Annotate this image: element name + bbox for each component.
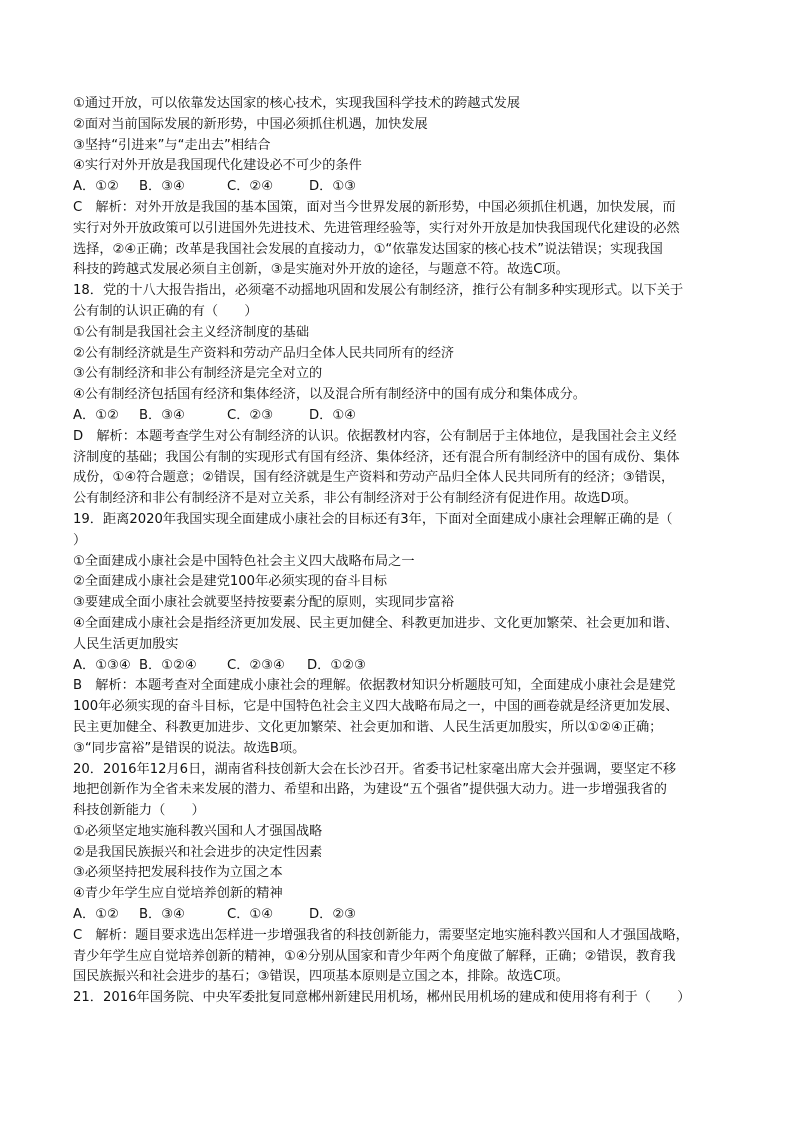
q20-analysis-1: C 解析：题目要求选出怎样进一步增强我省的科技创新能力，需要坚定地实施科教兴国和人才强国战略， xyxy=(73,927,689,943)
q18-option-d: D．①④ xyxy=(309,407,356,423)
q19-option-d: D．①②③ xyxy=(307,657,366,673)
q18-analysis-2: 济制度的基础；我国公有制的实现形式有国有经济、集体经济，还有混合所有制经济中的国有成份、集体 xyxy=(73,449,680,465)
q18-item-1: ①公有制是我国社会主义经济制度的基础 xyxy=(73,324,310,340)
q19-options xyxy=(73,656,723,677)
q19-analysis-2: 100年必须实现的奋斗目标，它是中国特色社会主义四大战略布局之一，中国的画卷就是经济更加发展、 xyxy=(73,699,679,715)
q17-item-3: ③坚持“引进来”与“走出去”相结合 xyxy=(73,137,271,153)
q20-option-a: A．①② xyxy=(73,907,119,923)
q18-option-c: C．②③ xyxy=(227,407,274,423)
q19-option-c: C．②③④ xyxy=(227,657,285,673)
q20-analysis-2: 青少年学生应自觉培养创新的精神，①④分别从国家和青少年两个角度做了解释，正确；②错误，教育我 xyxy=(73,948,676,964)
q19-item-4: ④全面建成小康社会是指经济更加发展、民主更加健全、科教更加进步、文化更加繁荣、社会更加和谐、 xyxy=(73,615,679,631)
q20-options xyxy=(73,905,723,926)
q19-analysis-3: 民主更加健全、科教更加进步、文化更加繁荣、社会更加和谐、人民生活更加殷实，所以①②④正确； xyxy=(73,719,663,735)
q19-item-3: ③要建成全面小康社会就要坚持按要素分配的原则，实现同步富裕 xyxy=(73,595,455,611)
q17-item-4: ④实行对外开放是我国现代化建设必不可少的条件 xyxy=(73,158,362,174)
q18-item-3: ③公有制经济和非公有制经济是完全对立的 xyxy=(73,366,323,382)
q17-analysis-3: 选择，②④正确；改革是我国社会发展的直接动力，①“依靠发达国家的核心技术”说法错误；实现我国 xyxy=(73,241,663,257)
q20-item-2: ②是我国民族振兴和社会进步的决定性因素 xyxy=(73,844,323,860)
q19-analysis-4: ③“同步富裕”是错误的说法。故选B项。 xyxy=(73,740,306,756)
q21-stem-1: 21．2016年国务院、中央军委批复同意郴州新建民用机场，郴州民用机场的建成和使用将有利于（ ） xyxy=(73,990,691,1006)
document-page xyxy=(73,94,723,1009)
q17-analysis-4: 科技的跨越式发展必须自主创新，③是实施对外开放的途径，与题意不符。故选C项。 xyxy=(73,262,569,278)
q19-item-2: ②全面建成小康社会是建党100年必须实现的奋斗目标 xyxy=(73,574,387,590)
q18-stem-2: 公有制的认识正确的有（ ） xyxy=(73,303,258,319)
q19-stem-1: 19．距离2020年我国实现全面建成小康社会的目标还有3年，下面对全面建成小康社会理解正确的是（ xyxy=(73,511,673,527)
q17-item-2: ②面对当前国际发展的新形势，中国必须抓住机遇，加快发展 xyxy=(73,116,428,132)
q18-option-a: A．①② xyxy=(73,407,119,423)
q20-stem-1: 20．2016年12月6日，湖南省科技创新大会在长沙召开。省委书记杜家毫出席大会并强调，要坚定不移 xyxy=(73,761,677,777)
q19-item-4-cont: 人民生活更加殷实 xyxy=(73,636,179,652)
q18-analysis-3: 成份，①④符合题意；②错误，国有经济就是生产资料和劳动产品归全体人民共同所有的经济；③错误， xyxy=(73,470,675,486)
q19-stem-2: ） xyxy=(73,532,87,548)
q19-option-a: A．①③④ xyxy=(73,657,131,673)
q18-item-2: ②公有制经济就是生产资料和劳动产品归全体人民共同所有的经济 xyxy=(73,345,455,361)
q18-stem-1: 18．党的十八大报告指出，必须毫不动摇地巩固和发展公有制经济，推行公有制多种实现形式。以下关于 xyxy=(73,283,684,299)
q19-item-1: ①全面建成小康社会是中国特色社会主义四大战略布局之一 xyxy=(73,553,415,569)
q20-option-b: B．③④ xyxy=(139,907,185,923)
q20-item-1: ①必须坚定地实施科教兴国和人才强国战略 xyxy=(73,823,323,839)
q19-option-b: B．①②④ xyxy=(139,657,197,673)
q20-option-c: C．①④ xyxy=(227,907,274,923)
q18-analysis-4: 公有制经济和非公有制经济不是对立关系，非公有制经济对于公有制经济有促进作用。故选D项。 xyxy=(73,491,638,507)
q20-item-3: ③必须坚持把发展科技作为立国之本 xyxy=(73,865,283,881)
q17-option-c: C．②④ xyxy=(227,179,274,195)
q17-analysis-1: C 解析：对外开放是我国的基本国策，面对当今世界发展的新形势，中国必须抓住机遇，加快发展，而 xyxy=(73,199,676,215)
q17-item-1: ①通过开放，可以依靠发达国家的核心技术，实现我国科学技术的跨越式发展 xyxy=(73,96,521,111)
q20-option-d: D．②③ xyxy=(309,907,356,923)
q18-options xyxy=(73,406,723,427)
q20-stem-3: 科技创新能力（ ） xyxy=(73,803,205,819)
q19-analysis-1: B 解析：本题考查对全面建成小康社会的理解。依据教材知识分析题肢可知，全面建成小康社会是建党 xyxy=(73,678,676,694)
q20-analysis-3: 国民族振兴和社会进步的基石；③错误，四项基本原则是立国之本，排除。故选C项。 xyxy=(73,969,569,985)
q17-option-a: A．①② xyxy=(73,179,119,195)
q18-option-b: B．③④ xyxy=(139,407,185,423)
q18-analysis-1: D 解析：本题考查学生对公有制经济的认识。依据教材内容，公有制居于主体地位，是我国社会主义经 xyxy=(73,428,677,444)
q17-option-b: B．③④ xyxy=(139,179,185,195)
q20-stem-2: 地把创新作为全省未来发展的潜力、希望和出路，为建设“五个强省”提供强大动力。进一步增强我省的 xyxy=(73,782,667,798)
q18-item-4: ④公有制经济包括国有经济和集体经济，以及混合所有制经济中的国有成分和集体成分。 xyxy=(73,387,586,403)
q17-option-d: D．①③ xyxy=(309,179,356,195)
q20-item-4: ④青少年学生应自觉培养创新的精神 xyxy=(73,886,283,902)
q17-analysis-2: 实行对外开放政策可以引进国外先进技术、先进管理经验等，实行对外开放是加快我国现代化建设的必然 xyxy=(73,220,680,236)
q17-options xyxy=(73,177,723,198)
